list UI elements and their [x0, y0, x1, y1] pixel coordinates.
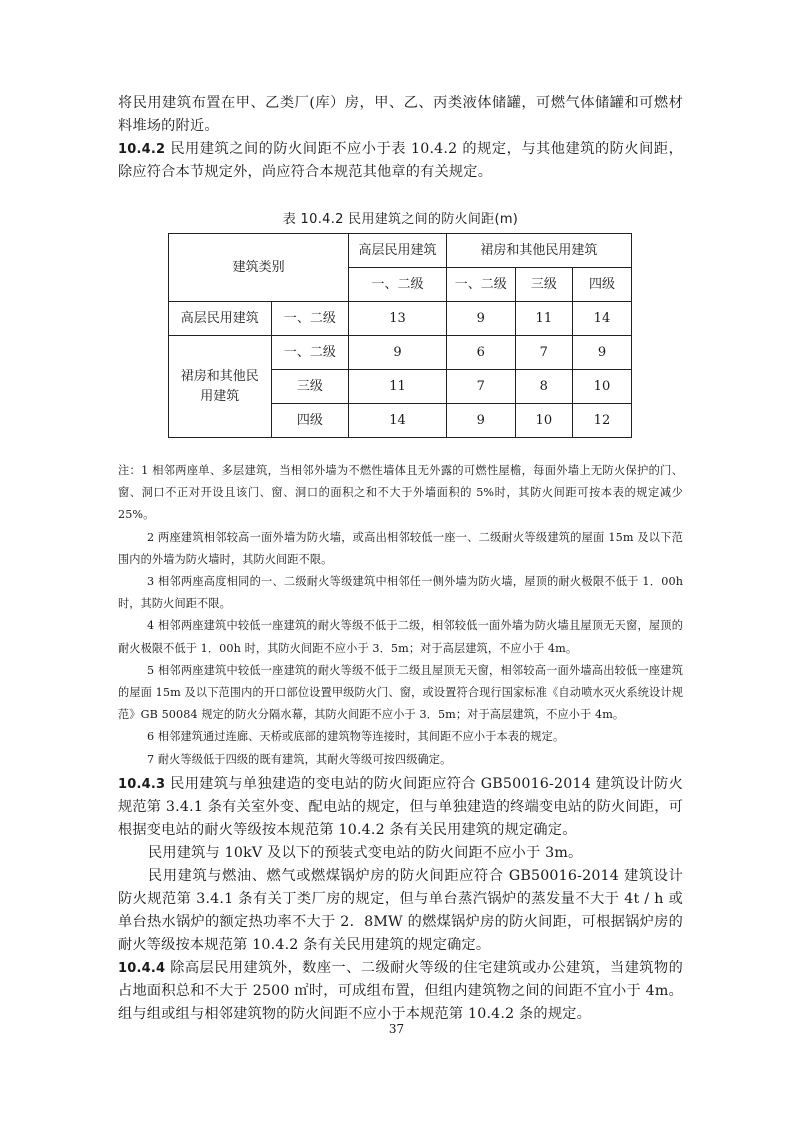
- document-page: [118, 92, 683, 1026]
- note-item: 7 耐火等级低于四级的既有建筑，其耐火等级可按四级确定。: [147, 752, 452, 766]
- clause-10-4-2: [118, 138, 683, 184]
- header-sub-other-12: 一、二级: [446, 268, 515, 302]
- header-category: 建筑类别: [169, 234, 349, 302]
- row-grade: 一、二级: [271, 336, 349, 370]
- cell-value: 11: [349, 370, 446, 404]
- intro-paragraph: 将民用建筑布置在甲、乙类厂(库）房，甲、乙、丙类液体储罐，可燃气体储罐和可燃材料堆场的附近。: [118, 95, 683, 134]
- header-group-high: 高层民用建筑: [349, 234, 446, 268]
- note-item: 3 相邻两座高度相同的一、二级耐火等级建筑中相邻任一侧外墙为防火墙，屋顶的耐火极限不低于 1．00h 时，其防火间距不限。: [118, 575, 683, 611]
- note-item: 6 相邻建筑通过连廊、天桥或底部的建筑物等连接时，其间距不应小于本表的规定。: [147, 730, 565, 744]
- cell-value: 10: [572, 370, 631, 404]
- cell-value: 11: [515, 302, 572, 336]
- cell-value: 10: [515, 404, 572, 438]
- table-row: [169, 302, 632, 336]
- clause-text: 除高层民用建筑外，数座一、二级耐火等级的住宅建筑或办公建筑，当建筑物的占地面积总和不大于 2500 ㎡时，可成组布置，但组内建筑物之间的间距不宜小于 4m。组与组或组与相邻建筑物的防火间距不应小于本规范第 10.4.2 条的规定。: [118, 959, 683, 1022]
- table-notes: [118, 460, 683, 771]
- header-sub-high-12: 一、二级: [349, 268, 446, 302]
- row-type: 裙房和其他民用建筑: [169, 336, 272, 438]
- row-grade: 三级: [271, 370, 349, 404]
- row-grade: 四级: [271, 404, 349, 438]
- header-group-other: 裙房和其他民用建筑: [446, 234, 631, 268]
- clause-text: 民用建筑之间的防火间距不应小于表 10.4.2 的规定，与其他建筑的防火间距，除应符合本节规定外，尚应符合本规范其他章的有关规定。: [118, 141, 683, 180]
- row-grade: 一、二级: [271, 302, 349, 336]
- clause-10-4-4: [118, 957, 683, 1026]
- cell-value: 13: [349, 302, 446, 336]
- cell-value: 14: [349, 404, 446, 438]
- clause-number: 10.4.2: [118, 142, 166, 157]
- cell-value: 7: [515, 336, 572, 370]
- cell-value: 9: [572, 336, 631, 370]
- note-item: 4 相邻两座建筑中较低一座建筑的耐火等级不低于二级，相邻较低一面外墙为防火墙且屋顶无天窗，屋顶的耐火极限不低于 1．00h 时，其防火间距不应小于 3．5m；对于高层建筑，不应小于 4m。: [118, 619, 683, 655]
- clause-number: 10.4.3: [118, 776, 166, 792]
- cell-value: 9: [446, 302, 515, 336]
- clause-10-4-3-para3: 民用建筑与燃油、燃气或燃煤锅炉房的防火间距应符合 GB50016-2014 建筑设计防火规范第 3.4.1 条有关丁类厂房的规定，但与单台蒸汽锅炉的蒸发量不大于 4t / h 或单台热水锅炉的额定热功率不大于 2．8MW 的燃煤锅炉房的防火间距，可根据锅炉房的耐火等级按本规范第 10.4.2 条有关民用建筑的规定确定。: [118, 867, 683, 953]
- cell-value: 6: [446, 336, 515, 370]
- header-sub-other-4: 四级: [572, 268, 631, 302]
- clauses-section: [118, 773, 683, 1026]
- clause-10-4-3: [118, 773, 683, 842]
- clause-text: 民用建筑与单独建造的变电站的防火间距应符合 GB50016-2014 建筑设计防火规范第 3.4.1 条有关室外变、配电站的规定，但与单独建造的终端变电站的防火间距，可根据变电站的耐火等级按本规范第 10.4.2 条有关民用建筑的规定确定。: [118, 775, 683, 838]
- table-caption: 表 10.4.2 民用建筑之间的防火间距(m): [282, 212, 519, 227]
- note-item: 2 两座建筑相邻较高一面外墙为防火墙，或高出相邻较低一座一、二级耐火等级建筑的屋面 15m 及以下范围内的外墙为防火墙时，其防火间距不限。: [118, 530, 683, 566]
- row-type: 高层民用建筑: [169, 302, 272, 336]
- table-row: [169, 336, 632, 370]
- cell-value: 9: [349, 336, 446, 370]
- page-number: 37: [388, 1022, 405, 1036]
- cell-value: 14: [572, 302, 631, 336]
- clause-number: 10.4.4: [118, 960, 166, 976]
- cell-value: 7: [446, 370, 515, 404]
- note-item: 5 相邻两座建筑中较低一座建筑的耐火等级不低于二级且屋顶无天窗，相邻较高一面外墙高出较低一座建筑的屋面 15m 及以下范围内的开口部位设置甲级防火门、窗，或设置符合现行国家标准《自动喷水灭火系统设计规范》GB 50084 规定的防火分隔水幕，其防火间距不应小于 3．5m；对于高层建筑，不应小于 4m。: [118, 663, 683, 722]
- clause-10-4-3-para2: 民用建筑与 10kV 及以下的预装式变电站的防火间距不应小于 3m。: [148, 844, 583, 861]
- cell-value: 12: [572, 404, 631, 438]
- note-item: 注：1 相邻两座单、多层建筑，当相邻外墙为不燃性墙体且无外露的可燃性屋檐，每面外墙上无防火保护的门、窗、洞口不正对开设且该门、窗、洞口的面积之和不大于外墙面积的 5%时，其防火间距可按本表的规定减少 25%。: [118, 464, 683, 522]
- header-sub-other-3: 三级: [515, 268, 572, 302]
- cell-value: 9: [446, 404, 515, 438]
- fire-distance-table: [168, 233, 632, 438]
- cell-value: 8: [515, 370, 572, 404]
